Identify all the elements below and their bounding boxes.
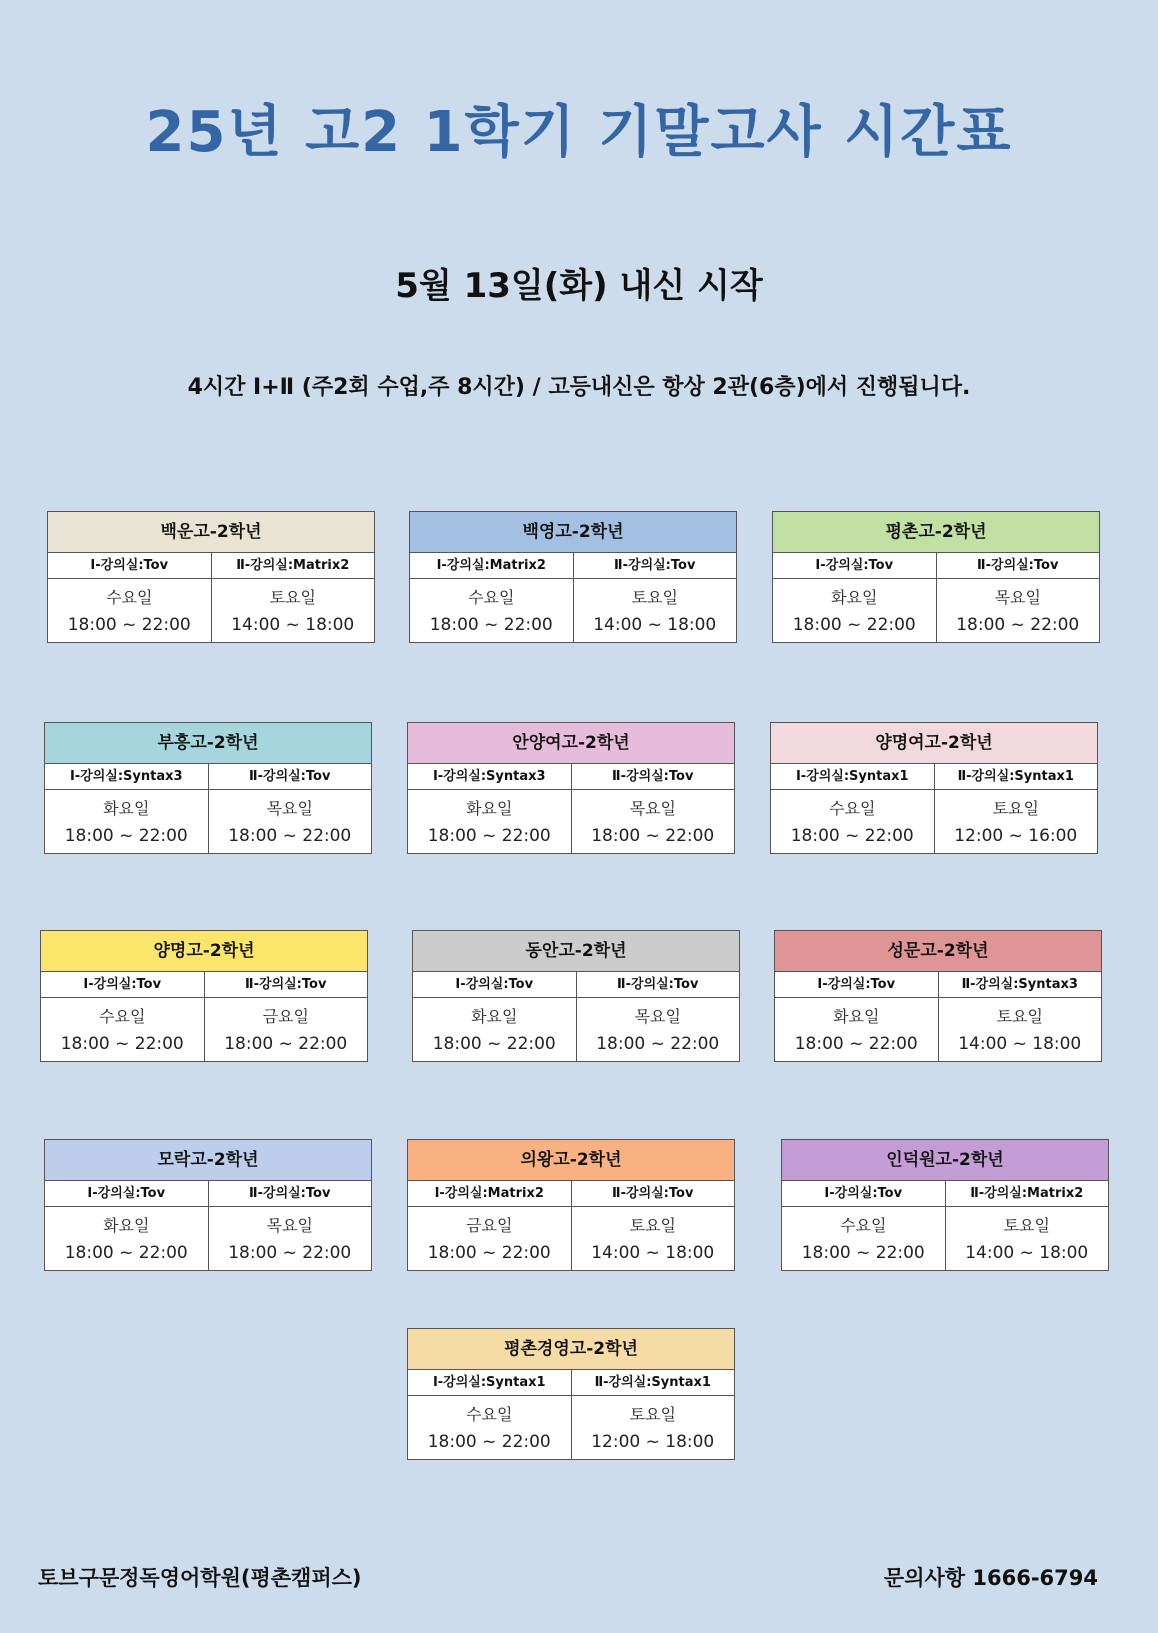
room-part2: Ⅱ-강의실:Tov	[571, 764, 735, 790]
school-card	[774, 930, 1102, 1062]
school-card	[40, 930, 368, 1062]
slot-part1	[45, 1207, 208, 1270]
school-name: 평촌고-2학년	[773, 512, 1099, 553]
day-part1: 화요일	[103, 799, 150, 818]
school-card	[772, 511, 1100, 643]
room-part1: Ⅰ-강의실:Tov	[41, 972, 204, 998]
slot-part1	[782, 1207, 945, 1270]
day-part1: 화요일	[833, 1007, 880, 1026]
school-name: 부흥고-2학년	[45, 723, 371, 764]
slot-part1	[408, 1207, 571, 1270]
slot-part2	[211, 579, 375, 642]
room-part2: Ⅱ-강의실:Tov	[571, 1181, 735, 1207]
slot-part1	[48, 579, 211, 642]
day-part1: 수요일	[468, 588, 515, 607]
day-part2: 목요일	[629, 799, 676, 818]
room-part2: Ⅱ-강의실:Syntax1	[571, 1370, 735, 1396]
room-part2: Ⅱ-강의실:Syntax3	[938, 972, 1102, 998]
day-part1: 수요일	[840, 1216, 887, 1235]
slot-part1	[41, 998, 204, 1061]
room-part1: Ⅰ-강의실:Tov	[773, 553, 936, 579]
time-part1: 18:00 ~ 22:00	[427, 1432, 551, 1452]
time-part1: 18:00 ~ 22:00	[427, 826, 551, 846]
time-part2: 14:00 ~ 18:00	[965, 1243, 1089, 1263]
day-part1: 화요일	[466, 799, 513, 818]
time-part1: 18:00 ~ 22:00	[67, 615, 191, 635]
room-part1: Ⅰ-강의실:Tov	[775, 972, 938, 998]
school-name: 모락고-2학년	[45, 1140, 371, 1181]
time-part2: 12:00 ~ 18:00	[591, 1432, 715, 1452]
page-title: 25년 고2 1학기 기말고사 시간표	[145, 100, 1013, 165]
time-part1: 18:00 ~ 22:00	[429, 615, 553, 635]
day-part1: 화요일	[103, 1216, 150, 1235]
slot-part2	[571, 1207, 735, 1270]
slot-part2	[576, 998, 740, 1061]
time-part2: 18:00 ~ 22:00	[956, 615, 1080, 635]
class-info: 4시간 Ⅰ+Ⅱ (주2회 수업,주 8시간) / 고등내신은 항상 2관(6층)에서 진행됩니다.	[187, 375, 971, 400]
room-part1: Ⅰ-강의실:Syntax1	[408, 1370, 571, 1396]
time-part2: 18:00 ~ 22:00	[591, 826, 715, 846]
day-part2: 토요일	[629, 1405, 676, 1424]
slot-part2	[204, 998, 368, 1061]
school-name: 의왕고-2학년	[408, 1140, 734, 1181]
day-part2: 토요일	[629, 1216, 676, 1235]
day-part2: 목요일	[266, 1216, 313, 1235]
time-part1: 18:00 ~ 22:00	[794, 1034, 918, 1054]
time-part1: 18:00 ~ 22:00	[427, 1243, 551, 1263]
slot-part1	[413, 998, 576, 1061]
time-part1: 18:00 ~ 22:00	[64, 1243, 188, 1263]
slot-part2	[938, 998, 1102, 1061]
room-part1: Ⅰ-강의실:Syntax3	[45, 764, 208, 790]
room-part1: Ⅰ-강의실:Tov	[782, 1181, 945, 1207]
school-card	[412, 930, 740, 1062]
school-card	[47, 511, 375, 643]
school-name: 동안고-2학년	[413, 931, 739, 972]
time-part2: 18:00 ~ 22:00	[228, 1243, 352, 1263]
school-card	[44, 722, 372, 854]
room-part2: Ⅱ-강의실:Tov	[204, 972, 368, 998]
school-name: 평촌경영고-2학년	[408, 1329, 734, 1370]
school-card	[770, 722, 1098, 854]
slot-part1	[771, 790, 934, 853]
start-date-subtitle: 5월 13일(화) 내신 시작	[395, 266, 763, 306]
school-card	[44, 1139, 372, 1271]
day-part2: 목요일	[634, 1007, 681, 1026]
day-part1: 화요일	[471, 1007, 518, 1026]
contact-phone: 문의사항 1666-6794	[883, 1566, 1098, 1590]
time-part1: 18:00 ~ 22:00	[792, 615, 916, 635]
academy-name: 토브구문정독영어학원(평촌캠퍼스)	[38, 1566, 362, 1590]
room-part1: Ⅰ-강의실:Syntax1	[771, 764, 934, 790]
slot-part1	[408, 790, 571, 853]
time-part1: 18:00 ~ 22:00	[432, 1034, 556, 1054]
school-name: 안양여고-2학년	[408, 723, 734, 764]
slot-part2	[573, 579, 737, 642]
day-part1: 금요일	[466, 1216, 513, 1235]
day-part2: 토요일	[269, 588, 316, 607]
day-part2: 토요일	[992, 799, 1039, 818]
time-part2: 18:00 ~ 22:00	[224, 1034, 348, 1054]
school-card	[409, 511, 737, 643]
room-part2: Ⅱ-강의실:Tov	[208, 1181, 372, 1207]
school-card	[781, 1139, 1109, 1271]
time-part1: 18:00 ~ 22:00	[60, 1034, 184, 1054]
school-name: 성문고-2학년	[775, 931, 1101, 972]
day-part2: 토요일	[631, 588, 678, 607]
day-part1: 화요일	[831, 588, 878, 607]
time-part2: 18:00 ~ 22:00	[228, 826, 352, 846]
day-part1: 수요일	[106, 588, 153, 607]
room-part2: Ⅱ-강의실:Tov	[573, 553, 737, 579]
slot-part1	[410, 579, 573, 642]
school-card	[407, 1139, 735, 1271]
room-part2: Ⅱ-강의실:Matrix2	[945, 1181, 1109, 1207]
day-part1: 수요일	[829, 799, 876, 818]
day-part1: 수요일	[99, 1007, 146, 1026]
slot-part2	[934, 790, 1098, 853]
slot-part1	[408, 1396, 571, 1459]
slot-part2	[571, 790, 735, 853]
school-name: 백운고-2학년	[48, 512, 374, 553]
day-part2: 목요일	[994, 588, 1041, 607]
day-part2: 목요일	[266, 799, 313, 818]
room-part1: Ⅰ-강의실:Tov	[45, 1181, 208, 1207]
day-part2: 토요일	[1003, 1216, 1050, 1235]
slot-part2	[208, 790, 372, 853]
day-part2: 금요일	[262, 1007, 309, 1026]
room-part1: Ⅰ-강의실:Tov	[48, 553, 211, 579]
slot-part2	[936, 579, 1100, 642]
day-part2: 토요일	[996, 1007, 1043, 1026]
school-card	[407, 722, 735, 854]
slot-part1	[773, 579, 936, 642]
room-part2: Ⅱ-강의실:Tov	[576, 972, 740, 998]
room-part1: Ⅰ-강의실:Syntax3	[408, 764, 571, 790]
room-part2: Ⅱ-강의실:Syntax1	[934, 764, 1098, 790]
room-part2: Ⅱ-강의실:Matrix2	[211, 553, 375, 579]
time-part1: 18:00 ~ 22:00	[801, 1243, 925, 1263]
school-name: 인덕원고-2학년	[782, 1140, 1108, 1181]
time-part2: 14:00 ~ 18:00	[593, 615, 717, 635]
day-part1: 수요일	[466, 1405, 513, 1424]
time-part2: 14:00 ~ 18:00	[958, 1034, 1082, 1054]
room-part2: Ⅱ-강의실:Tov	[936, 553, 1100, 579]
slot-part2	[208, 1207, 372, 1270]
school-name: 양명고-2학년	[41, 931, 367, 972]
time-part1: 18:00 ~ 22:00	[64, 826, 188, 846]
time-part2: 14:00 ~ 18:00	[231, 615, 355, 635]
slot-part1	[775, 998, 938, 1061]
school-card	[407, 1328, 735, 1460]
slot-part2	[571, 1396, 735, 1459]
time-part1: 18:00 ~ 22:00	[790, 826, 914, 846]
slot-part1	[45, 790, 208, 853]
school-name: 백영고-2학년	[410, 512, 736, 553]
room-part1: Ⅰ-강의실:Tov	[413, 972, 576, 998]
room-part1: Ⅰ-강의실:Matrix2	[410, 553, 573, 579]
time-part2: 12:00 ~ 16:00	[954, 826, 1078, 846]
room-part1: Ⅰ-강의실:Matrix2	[408, 1181, 571, 1207]
time-part2: 18:00 ~ 22:00	[596, 1034, 720, 1054]
slot-part2	[945, 1207, 1109, 1270]
room-part2: Ⅱ-강의실:Tov	[208, 764, 372, 790]
time-part2: 14:00 ~ 18:00	[591, 1243, 715, 1263]
school-name: 양명여고-2학년	[771, 723, 1097, 764]
